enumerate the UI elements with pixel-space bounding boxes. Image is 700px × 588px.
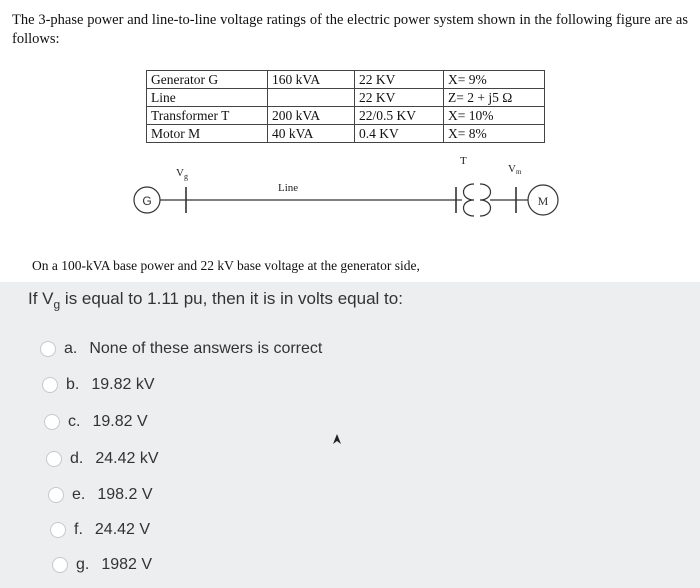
table-row — [147, 107, 545, 125]
transformer-primary — [464, 184, 475, 216]
table-cell: X= 10% — [444, 107, 545, 125]
option-text: 198.2 V — [97, 486, 153, 503]
question-figure — [0, 0, 700, 282]
radio-button[interactable] — [48, 487, 64, 503]
option-letter: a. — [64, 340, 78, 357]
radio-button[interactable] — [42, 377, 58, 393]
motor-label: M — [537, 194, 549, 208]
table-cell: Motor M — [147, 125, 268, 143]
radio-button[interactable] — [46, 451, 62, 467]
line-label: Line — [278, 182, 299, 194]
radio-button[interactable] — [40, 341, 56, 357]
table-cell: 200 kVA — [268, 107, 355, 125]
table-cell: 22 KV — [355, 89, 444, 107]
table-cell — [268, 89, 355, 107]
option-letter: b. — [66, 376, 80, 393]
option-text: None of these answers is correct — [89, 340, 323, 357]
option-text: 24.42 V — [94, 521, 151, 538]
table-cell: Transformer T — [147, 107, 268, 125]
option-letter: e. — [72, 486, 86, 503]
table-cell: 40 kVA — [268, 125, 355, 143]
table-row — [147, 125, 545, 143]
option-text: 19.82 V — [92, 413, 148, 430]
table-cell: 22/0.5 KV — [355, 107, 444, 125]
answer-option-b[interactable] — [42, 376, 155, 394]
table-cell: X= 8% — [444, 125, 545, 143]
option-letter: c. — [68, 413, 81, 430]
option-letter: f. — [74, 521, 83, 538]
answer-option-g[interactable] — [52, 556, 152, 574]
vg-label: $V_g$ — [176, 167, 188, 181]
one-line-diagram — [0, 150, 700, 250]
answer-option-e[interactable] — [48, 486, 153, 504]
ratings-table — [146, 70, 545, 143]
base-note: On a 100-kVA base power and 22 kV base voltage at the generator side, — [32, 258, 420, 273]
answer-option-f[interactable] — [50, 521, 150, 539]
transformer-label: T — [460, 155, 467, 167]
answer-option-d[interactable] — [46, 450, 159, 468]
option-text: 1982 V — [101, 556, 153, 573]
option-text: 24.42 kV — [95, 450, 159, 467]
table-cell: Generator G — [147, 71, 268, 89]
radio-button[interactable] — [50, 522, 66, 538]
answer-option-c[interactable] — [44, 413, 148, 431]
option-letter: d. — [70, 450, 84, 467]
table-cell: 160 kVA — [268, 71, 355, 89]
radio-button[interactable] — [44, 414, 60, 430]
table-row — [147, 89, 545, 107]
radio-button[interactable] — [52, 557, 68, 573]
table-cell: 0.4 KV — [355, 125, 444, 143]
option-text: 19.82 kV — [91, 376, 155, 393]
vm-label: Vm — [508, 163, 522, 176]
table-cell: Z= 2 + j5 Ω — [444, 89, 545, 107]
answer-option-a[interactable] — [40, 340, 322, 358]
table-row — [147, 71, 545, 89]
transformer-secondary — [480, 184, 491, 216]
table-cell: Line — [147, 89, 268, 107]
option-letter: g. — [76, 556, 90, 573]
question-intro: The 3-phase power and line-to-line voltage ratings of the electric power system shown in the following figure are as follows: — [12, 12, 688, 47]
table-cell: X= 9% — [444, 71, 545, 89]
mouse-cursor-icon — [330, 432, 344, 446]
question-prompt: If $V_g$ is equal to 1.11 pu, then it is in volts equal to: — [28, 289, 403, 312]
generator-label: G — [142, 194, 152, 208]
table-cell: 22 KV — [355, 71, 444, 89]
